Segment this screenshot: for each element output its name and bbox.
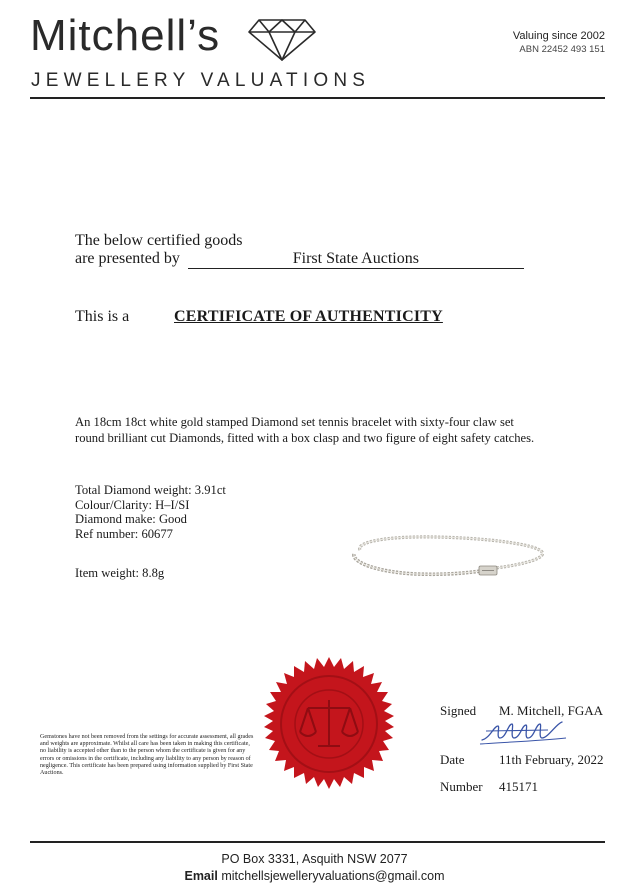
company-subtitle: JEWELLERY VALUATIONS [31,70,371,91]
handwritten-signature [478,720,570,746]
wax-seal-icon [256,656,402,802]
item-weight: Item weight: 8.8g [75,566,165,580]
footer-divider [30,841,605,843]
number-label: Number [440,779,483,794]
certificate-number: 415171 [499,779,538,794]
date-value: 11th February, 2022 [499,752,604,767]
bracelet-image [346,528,551,583]
certificate-title: CERTIFICATE OF AUTHENTICITY [174,308,443,325]
email-label: Email [184,869,218,883]
header-divider [30,97,605,99]
presenter-name: First State Auctions [188,250,524,269]
total-diamond-weight: Total Diamond weight: 3.91ct [75,483,226,497]
ref-number: Ref number: 60677 [75,526,173,541]
signer-name: M. Mitchell, FGAA [499,703,603,718]
diamond-logo-icon [247,16,317,62]
company-name: Mitchell’s [30,11,221,60]
presented-by-label: are presented by [75,250,180,267]
presented-by-line [75,250,524,269]
colour-clarity: Colour/Clarity: H–I/SI [75,497,190,512]
abn-text: ABN 22452 493 151 [519,44,605,55]
email-address: mitchellsjewelleryvaluations@gmail.com [221,869,445,883]
disclaimer-text: Gemstones have not been removed from the settings for accurate assessment, all grades and weights are approximate. Whilst all care has been taken in making this certificate, no liability is accepted other than to the person whom the certificate is given for any errors or omissions in the certificate, including any liability to any person by reason of negligence. This certificate has been prepared using information supplied by First State Auctions. [40,734,254,777]
item-description: An 18cm 18ct white gold stamped Diamond set tennis bracelet with sixty-four claw set round brilliant cut Diamonds, fitted with a box clasp and two figure of eight safety catches. [75,415,535,445]
signed-label: Signed [440,703,477,718]
diamond-make: Diamond make: Good [75,512,187,526]
footer-address: PO Box 3331, Asquith NSW 2077 [221,852,408,866]
certificate-prefix: This is a [75,308,130,325]
footer-email-line [0,869,629,883]
item-details [75,483,226,541]
certified-goods-line: The below certified goods [75,232,243,249]
since-text: Valuing since 2002 [512,30,605,42]
date-label: Date [440,752,465,767]
